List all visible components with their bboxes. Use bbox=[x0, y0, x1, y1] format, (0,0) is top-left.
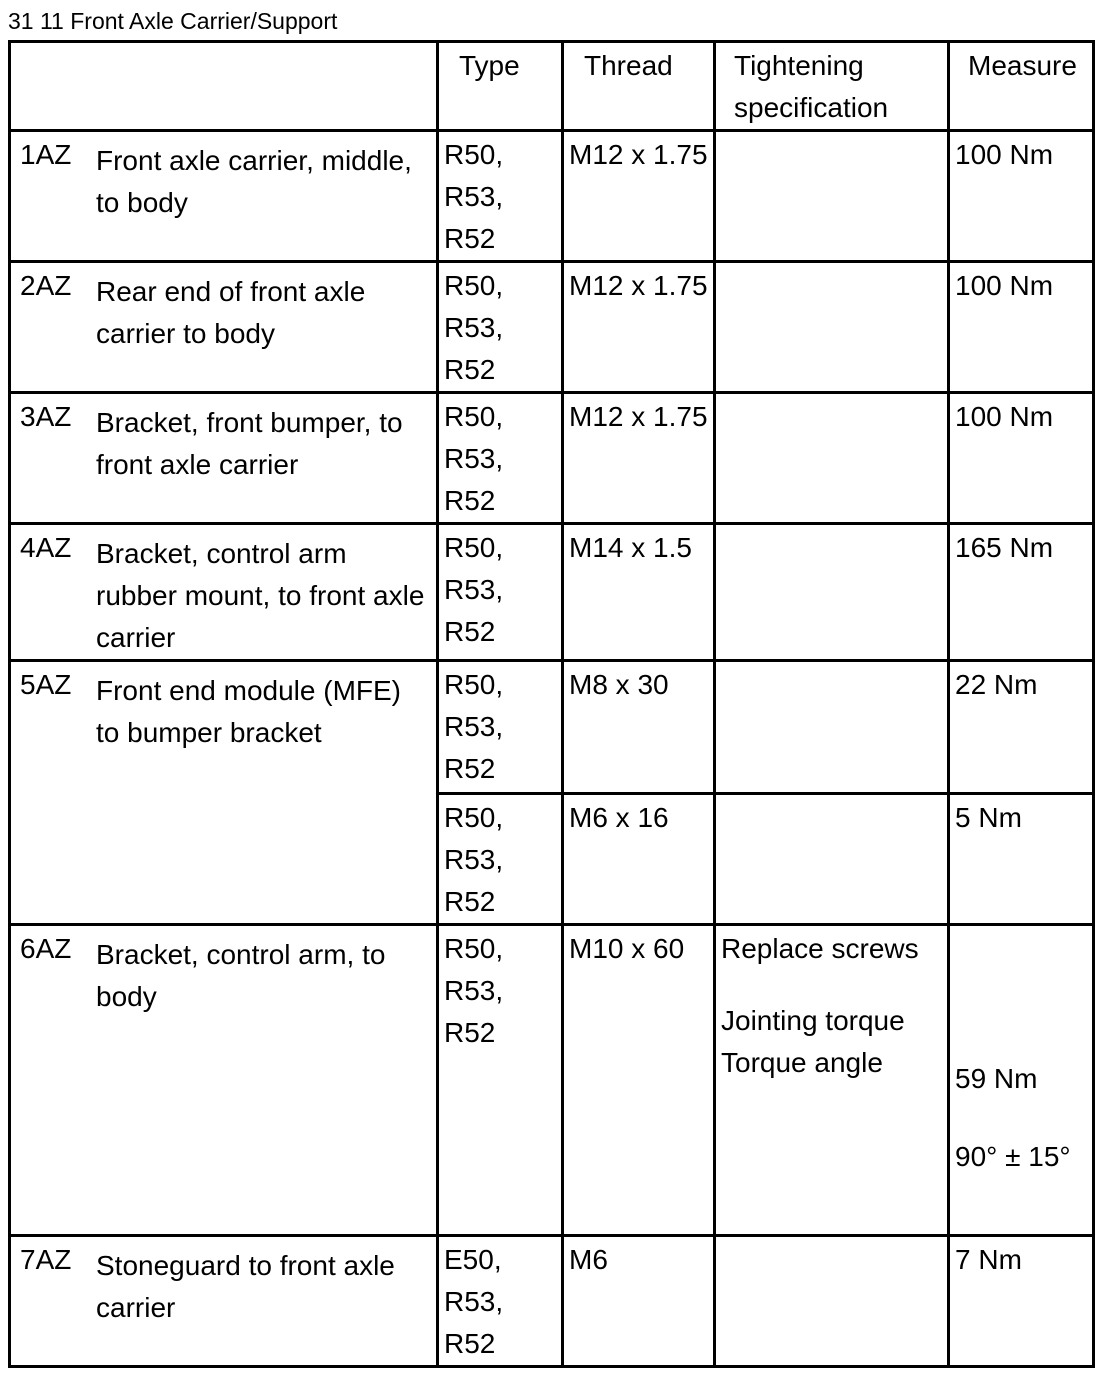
tightening-cell bbox=[715, 661, 949, 794]
item-code: 3AZ bbox=[20, 401, 72, 432]
measure-jointing: 59 Nm bbox=[955, 1063, 1038, 1094]
tightening-cell bbox=[715, 524, 949, 661]
thread-cell: M8 x 30 bbox=[563, 661, 715, 794]
table-header-row bbox=[10, 42, 1094, 131]
header-type: Type bbox=[438, 42, 563, 131]
thread-cell: M6 bbox=[563, 1236, 715, 1367]
type-cell: R50, R53, R52 bbox=[438, 661, 563, 794]
description-cell bbox=[10, 925, 438, 1236]
type-cell: E50, R53, R52 bbox=[438, 1236, 563, 1367]
tightening-step-angle: Torque angle bbox=[721, 1047, 883, 1078]
header-tightening: Tightening specification bbox=[715, 42, 949, 131]
thread-cell: M14 x 1.5 bbox=[563, 524, 715, 661]
tightening-cell bbox=[715, 1236, 949, 1367]
thread-cell: M12 x 1.75 bbox=[563, 131, 715, 262]
measure-angle: 90° ± 15° bbox=[955, 1141, 1071, 1172]
measure-cell: 5 Nm bbox=[949, 794, 1094, 925]
item-description: Front axle carrier, middle, to body bbox=[96, 145, 412, 218]
item-code: 2AZ bbox=[20, 270, 72, 301]
item-description: Rear end of front axle carrier to body bbox=[96, 276, 366, 349]
header-measure: Measure bbox=[949, 42, 1094, 131]
page-title: 31 11 Front Axle Carrier/Support bbox=[8, 8, 338, 34]
description-cell bbox=[10, 393, 438, 524]
item-description: Front end module (MFE) to bumper bracket bbox=[96, 675, 401, 748]
measure-cell: 7 Nm bbox=[949, 1236, 1094, 1367]
table-row bbox=[10, 262, 1094, 393]
table-row bbox=[10, 524, 1094, 661]
table-row bbox=[10, 925, 1094, 1236]
tightening-cell bbox=[715, 925, 949, 1236]
item-code: 7AZ bbox=[20, 1244, 72, 1275]
item-code: 5AZ bbox=[20, 669, 72, 700]
header-description bbox=[10, 42, 438, 131]
thread-cell: M12 x 1.75 bbox=[563, 262, 715, 393]
type-cell: R50, R53, R52 bbox=[438, 393, 563, 524]
type-cell: R50, R53, R52 bbox=[438, 794, 563, 925]
type-cell: R50, R53, R52 bbox=[438, 262, 563, 393]
item-description: Bracket, control arm rubber mount, to front axle carrier bbox=[96, 538, 425, 653]
table-row bbox=[10, 1236, 1094, 1367]
measure-cell bbox=[949, 925, 1094, 1236]
measure-cell: 165 Nm bbox=[949, 524, 1094, 661]
measure-cell: 100 Nm bbox=[949, 131, 1094, 262]
measure-cell: 100 Nm bbox=[949, 262, 1094, 393]
tightening-step-jointing: Jointing torque bbox=[721, 1005, 905, 1036]
tightening-cell bbox=[715, 393, 949, 524]
tightening-cell bbox=[715, 262, 949, 393]
description-cell bbox=[10, 131, 438, 262]
description-cell bbox=[10, 1236, 438, 1367]
item-description: Bracket, control arm, to body bbox=[96, 939, 386, 1012]
thread-cell: M6 x 16 bbox=[563, 794, 715, 925]
table-row bbox=[10, 661, 1094, 794]
type-cell: R50, R53, R52 bbox=[438, 131, 563, 262]
measure-cell: 100 Nm bbox=[949, 393, 1094, 524]
table-row bbox=[10, 393, 1094, 524]
thread-cell: M10 x 60 bbox=[563, 925, 715, 1236]
type-cell: R50, R53, R52 bbox=[438, 925, 563, 1236]
type-cell: R50, R53, R52 bbox=[438, 524, 563, 661]
description-cell bbox=[10, 262, 438, 393]
measure-cell: 22 Nm bbox=[949, 661, 1094, 794]
tightening-cell bbox=[715, 131, 949, 262]
description-cell bbox=[10, 524, 438, 661]
item-description: Bracket, front bumper, to front axle carrier bbox=[96, 407, 403, 480]
thread-cell: M12 x 1.75 bbox=[563, 393, 715, 524]
torque-spec-table bbox=[8, 40, 1095, 1368]
table-row bbox=[10, 131, 1094, 262]
tightening-cell bbox=[715, 794, 949, 925]
header-thread: Thread bbox=[563, 42, 715, 131]
item-description: Stoneguard to front axle carrier bbox=[96, 1250, 395, 1323]
tightening-step-replace: Replace screws bbox=[721, 933, 919, 964]
item-code: 1AZ bbox=[20, 139, 72, 170]
item-code: 6AZ bbox=[20, 933, 72, 964]
item-code: 4AZ bbox=[20, 532, 72, 563]
description-cell bbox=[10, 661, 438, 925]
